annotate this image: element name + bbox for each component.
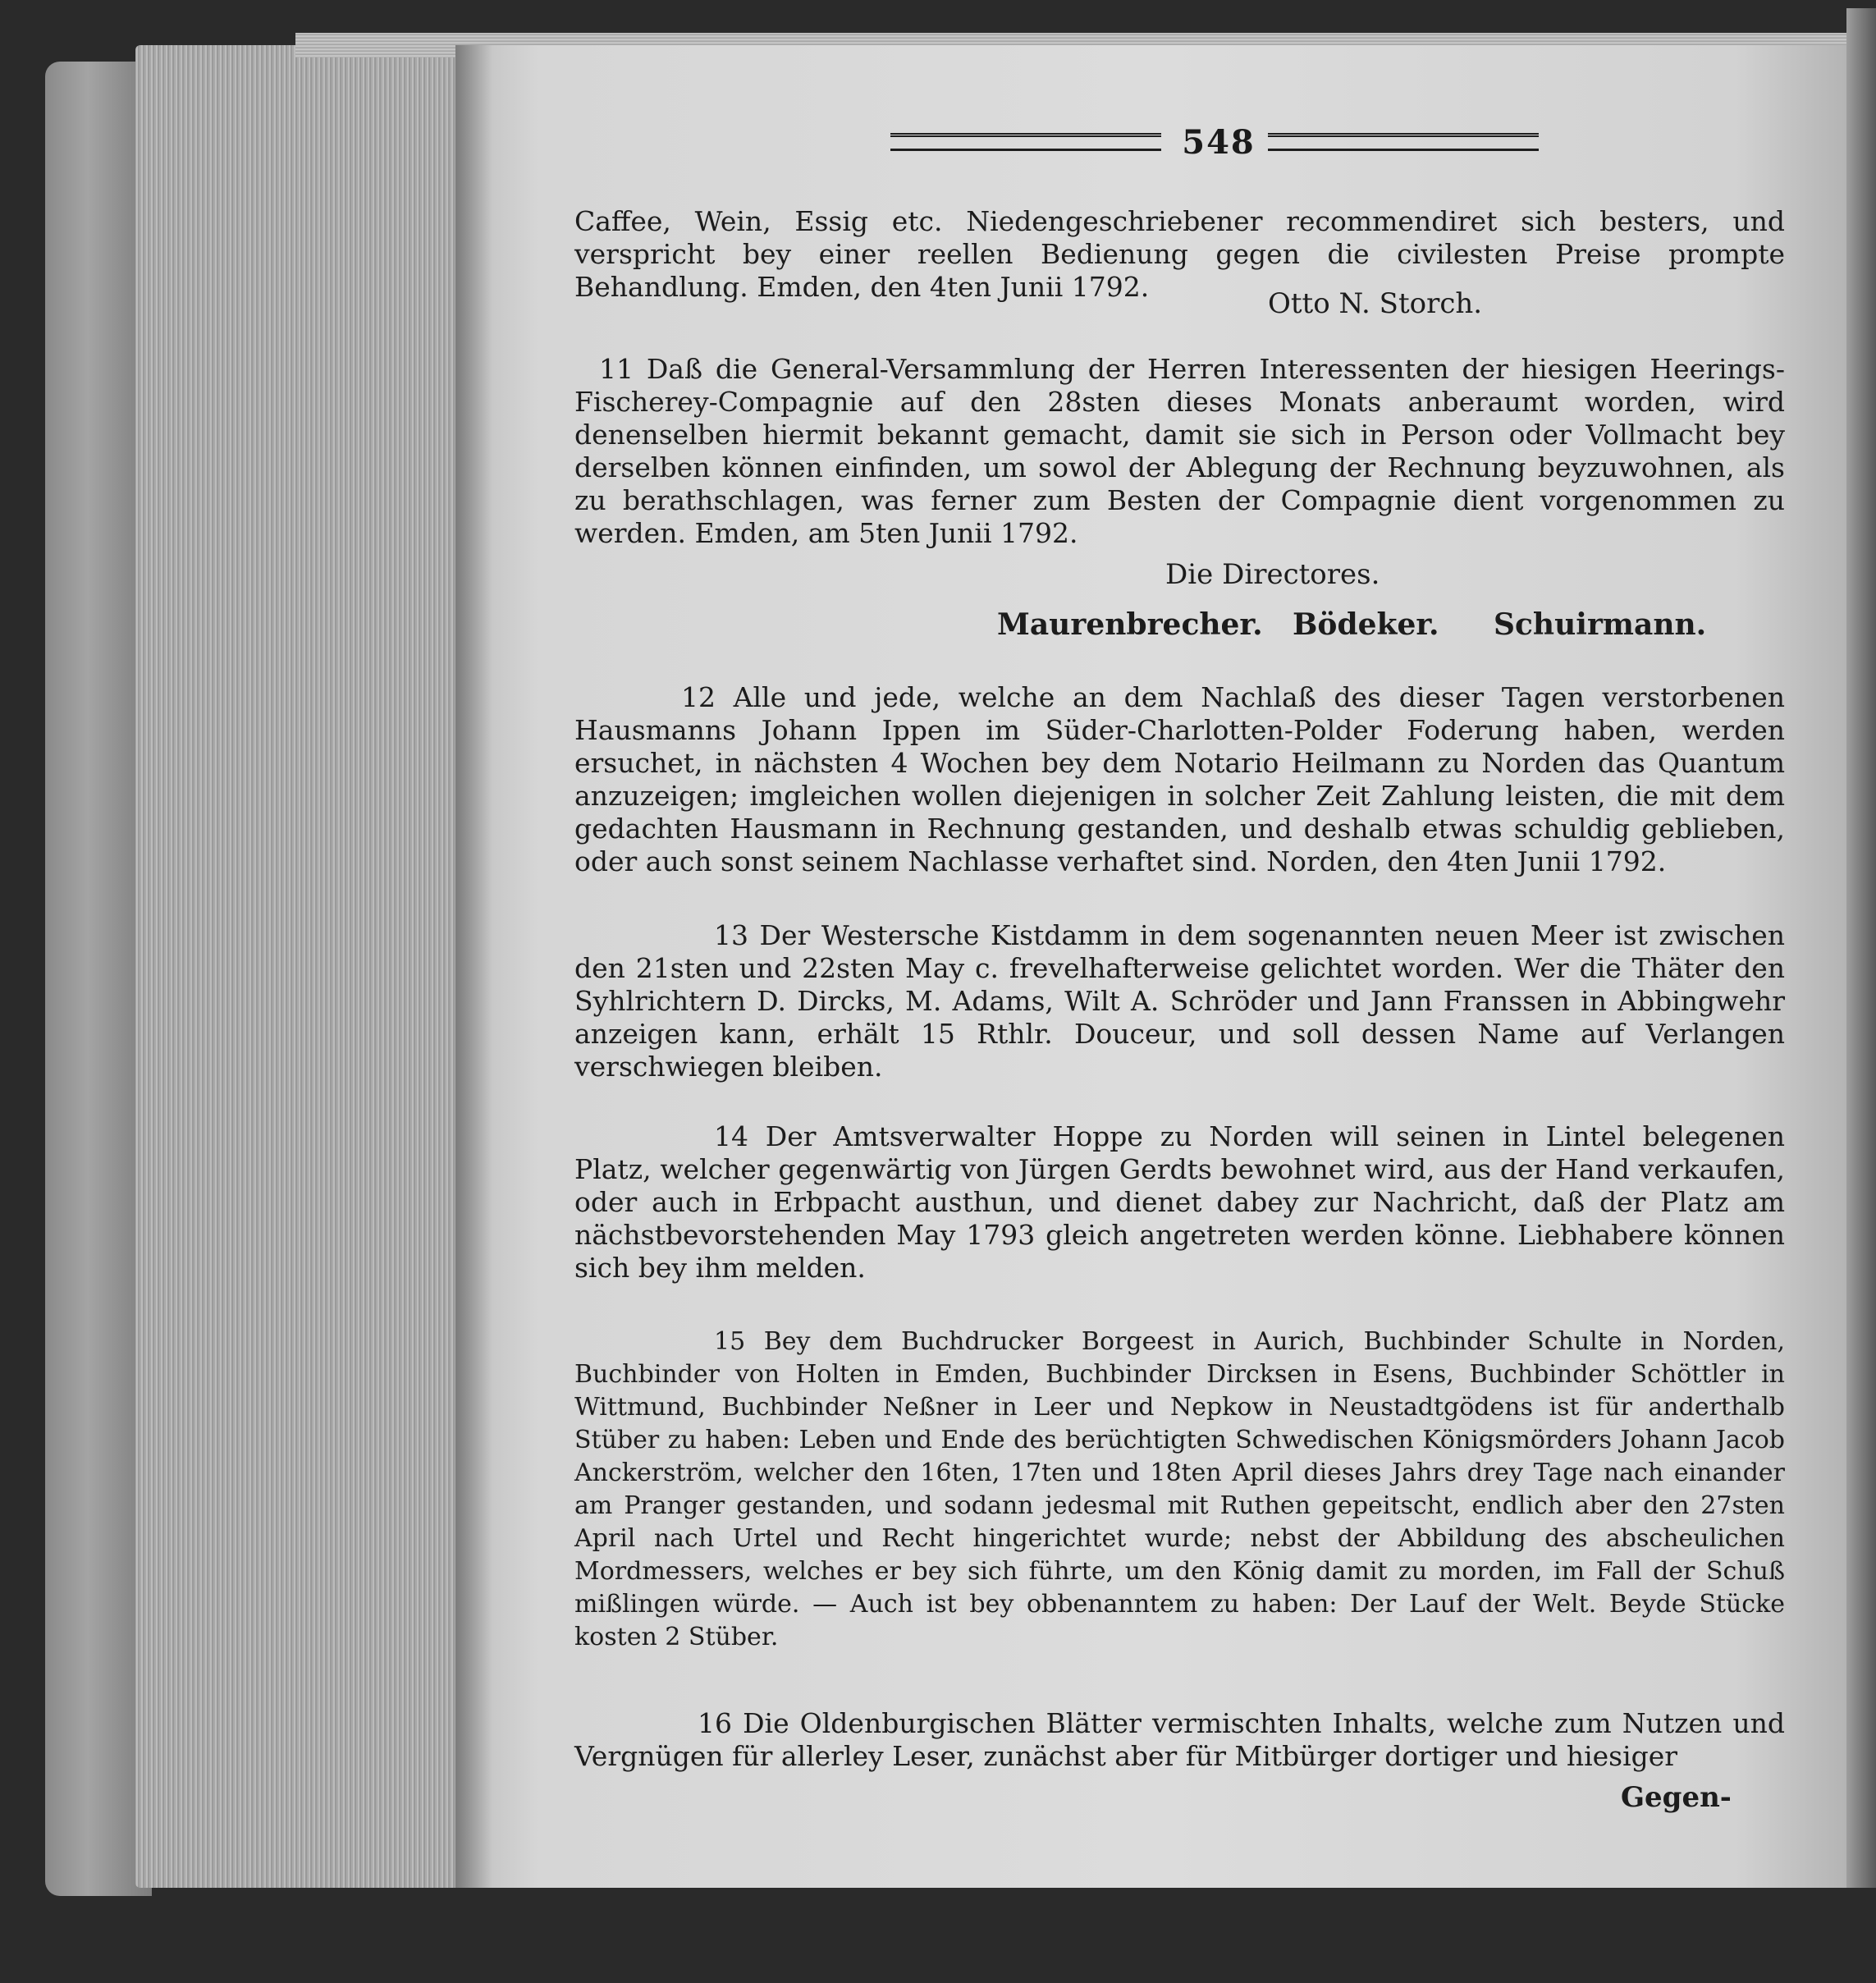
page-header: [890, 123, 1514, 164]
notice-13: 13 Der Westersche Kistdamm in dem sogenannten neuen Meer ist zwischen den 21sten und 22sten May c. frevelhafterweise gelichtet worden. Wer die Thäter den Syhlrichtern D. Dircks, M. Adams, Wilt A. Schröder und Jann Franssen in Abbingwehr anzeigen kann, erhält 15 Rthlr. Douceur, und soll dessen Name auf Verlangen verschwiegen bleiben.: [574, 919, 1785, 1083]
notice-11: 11 Daß die General-Versammlung der Herren Interessenten der hiesigen Heerings-Fischerey-Compagnie auf den 28sten dieses Monats anberaumt worden, wird denenselben hiermit bekannt gemacht, damit sie sich in Person oder Vollmacht bey derselben können einfinden, um sowol der Ablegung der Rechnung beyzuwohnen, als zu berathschlagen, was ferner zum Besten der Compagnie dient vorgenommen zu werden. Emden, am 5ten Junii 1792.: [574, 353, 1785, 549]
header-rule-left: [890, 133, 1161, 151]
signatory-name: Maurenbrecher.: [997, 607, 1263, 642]
notice-12: 12 Alle und jede, welche an dem Nachlaß des dieser Tagen verstorbenen Hausmanns Johann Ippen im Süder-Charlotten-Polder Foderung haben, werden ersuchet, in nächsten 4 Wochen bey dem Notario Heilmann zu Norden das Quantum anzuzeigen; imgleichen wollen diejenigen in solcher Zeit Zahlung leisten, die mit dem gedachten Hausmann in Rechnung gestanden, und deshalb etwas schuldig geblieben, oder auch sonst seinem Nachlasse verhaftet sind. Norden, den 4ten Junii 1792.: [574, 681, 1785, 877]
facing-page-edge: [1846, 8, 1876, 1888]
notice-15: 15 Bey dem Buchdrucker Borgeest in Aurich, Buchbinder Schulte in Norden, Buchbinder von Holten in Emden, Buchbinder Dircksen in Esens, Buchbinder Schöttler in Wittmund, Buchbinder Neßner in Leer und Nepkow in Neustadtgödens ist für anderthalb Stüber zu haben: Leben und Ende des berüchtigten Schwedischen Königsmörders Johann Jacob Anckerström, welcher den 16ten, 17ten und 18ten April dieses Jahrs drey Tage nach einander am Pranger gestanden, und sodann jedesmal mit Ruthen gepeitscht, endlich aber den 27sten April nach Urtel und Recht hingerichtet wurde; nebst der Abbildung des abscheulichen Mordmessers, welches er bey sich führte, um den König damit zu morden, im Fall der Schuß mißlingen würde. — Auch ist bey obbenanntem zu haben: Der Lauf der Welt. Beyde Stücke kosten 2 Stüber.: [574, 1327, 1785, 1651]
notice-16: 16 Die Oldenburgischen Blätter vermischten Inhalts, welche zum Nutzen und Vergnügen für allerley Leser, zunächst aber für Mitbürger dortiger und hiesiger: [574, 1707, 1785, 1772]
notice-11-signed-by: Die Directores.: [1165, 558, 1380, 591]
continuation-paragraph: Caffee, Wein, Essig etc. Niedengeschriebener recommendiret sich besters, und verspricht bey einer reellen Bedienung gegen die civilesten Preise prompte Behandlung. Emden, den 4ten Junii 1792.: [574, 205, 1785, 303]
gutter-shadow: [455, 45, 492, 1888]
page-number: 548: [1182, 123, 1256, 162]
page-edges: [135, 45, 460, 1888]
header-rule-right: [1268, 133, 1539, 151]
signatory-name: Schuirmann.: [1494, 607, 1707, 642]
notice-14: 14 Der Amtsverwalter Hoppe zu Norden will seinen in Lintel belegenen Platz, welcher gegenwärtig von Jürgen Gerdts bewohnet wird, aus der Hand verkaufen, oder auch in Erbpacht austhun, und dienet dabey zur Nachricht, daß der Platz am nächstbevorstehenden May 1793 gleich angetreten werden könne. Liebhabere können sich bey ihm melden.: [574, 1120, 1785, 1284]
continuation-signature: Otto N. Storch.: [1268, 287, 1483, 320]
catchword: Gegen-: [1621, 1781, 1732, 1814]
signatory-name: Bödeker.: [1293, 607, 1439, 642]
